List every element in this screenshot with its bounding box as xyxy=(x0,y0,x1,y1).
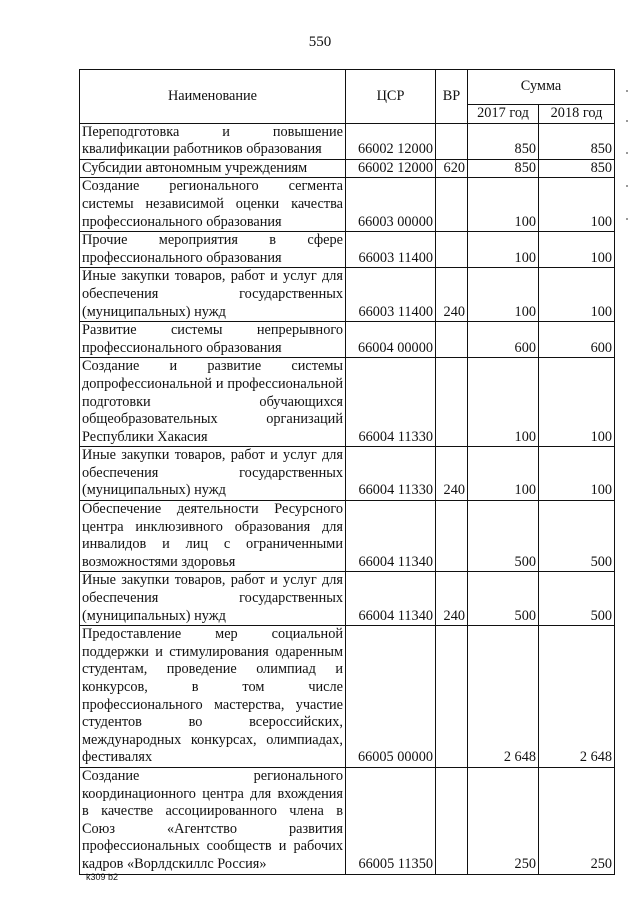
row-sum-2018: 500 xyxy=(539,501,615,572)
row-name: Создание и развитие системы допрофессиональной и профессиональной подготовки обучающихся общеобразовательных организаций Республики Хакасия xyxy=(80,358,346,447)
row-sum-2018: 500 xyxy=(539,572,615,626)
row-sum-2017: 2 648 xyxy=(468,626,539,768)
row-csr: 66005 11350 xyxy=(346,767,436,874)
row-name: Переподготовка и повышение квалификации работников образования xyxy=(80,123,346,159)
row-name: Обеспечение деятельности Ресурсного центра инклюзивного образования для инвалидов и лиц с ограниченными возможностями здоровья xyxy=(80,501,346,572)
row-csr: 66002 12000 xyxy=(346,159,436,178)
table-row xyxy=(80,159,615,178)
table-row xyxy=(80,626,615,768)
row-vr xyxy=(436,626,468,768)
row-sum-2018: 100 xyxy=(539,178,615,232)
row-vr xyxy=(436,322,468,358)
header-name: Наименование xyxy=(80,70,346,124)
row-sum-2018: 2 648 xyxy=(539,626,615,768)
row-name: Субсидии автономным учреждениям xyxy=(80,159,346,178)
row-sum-2018: 600 xyxy=(539,322,615,358)
row-vr: 620 xyxy=(436,159,468,178)
row-csr: 66004 11330 xyxy=(346,447,436,501)
row-csr: 66004 00000 xyxy=(346,322,436,358)
row-sum-2018: 100 xyxy=(539,232,615,268)
row-csr: 66003 11400 xyxy=(346,232,436,268)
table-row xyxy=(80,767,615,874)
table-row xyxy=(80,501,615,572)
row-sum-2017: 500 xyxy=(468,572,539,626)
row-sum-2017: 850 xyxy=(468,159,539,178)
row-csr: 66003 11400 xyxy=(346,268,436,322)
row-vr xyxy=(436,767,468,874)
row-vr xyxy=(436,123,468,159)
row-sum-2017: 100 xyxy=(468,232,539,268)
table-row xyxy=(80,322,615,358)
row-sum-2018: 850 xyxy=(539,159,615,178)
table-row xyxy=(80,572,615,626)
header-year-2018: 2018 год xyxy=(539,105,615,124)
row-name: Иные закупки товаров, работ и услуг для обеспечения государственных (муниципальных) нужд xyxy=(80,447,346,501)
row-vr xyxy=(436,501,468,572)
row-sum-2017: 100 xyxy=(468,447,539,501)
table-row xyxy=(80,447,615,501)
row-vr xyxy=(436,178,468,232)
row-sum-2017: 250 xyxy=(468,767,539,874)
row-sum-2017: 500 xyxy=(468,501,539,572)
page-number: 550 xyxy=(308,34,332,50)
row-csr: 66002 12000 xyxy=(346,123,436,159)
row-name: Развитие системы непрерывного профессионального образования xyxy=(80,322,346,358)
row-sum-2018: 100 xyxy=(539,447,615,501)
row-name: Предоставление мер социальной поддержки и стимулирования одаренным студентам, проведение олимпиад и конкурсов, в том числе профессионального мастерства, участие студентов во всероссийских, международных конкурсах, олимпиадах, фестивалях xyxy=(80,626,346,768)
table-row xyxy=(80,232,615,268)
header-vr: ВР xyxy=(436,70,468,124)
row-csr: 66003 00000 xyxy=(346,178,436,232)
row-sum-2018: 250 xyxy=(539,767,615,874)
row-name: Иные закупки товаров, работ и услуг для обеспечения государственных (муниципальных) нужд xyxy=(80,268,346,322)
header-sum: Сумма xyxy=(468,70,615,105)
row-csr: 66005 00000 xyxy=(346,626,436,768)
row-sum-2017: 100 xyxy=(468,178,539,232)
table-row xyxy=(80,178,615,232)
table-body xyxy=(80,123,615,874)
row-csr: 66004 11340 xyxy=(346,501,436,572)
header-year-2017: 2017 год xyxy=(468,105,539,124)
row-vr: 240 xyxy=(436,268,468,322)
table-row xyxy=(80,123,615,159)
row-vr xyxy=(436,358,468,447)
row-csr: 66004 11330 xyxy=(346,358,436,447)
row-sum-2017: 100 xyxy=(468,268,539,322)
row-name: Иные закупки товаров, работ и услуг для обеспечения государственных (муниципальных) нужд xyxy=(80,572,346,626)
table-row xyxy=(80,268,615,322)
budget-table xyxy=(79,69,615,875)
row-sum-2018: 850 xyxy=(539,123,615,159)
row-name: Создание регионального координационного центра для вхождения в качестве ассоциированного члена в Союз «Агентство развития профессиональных сообществ и рабочих кадров «Ворлдскиллс Россия» xyxy=(80,767,346,874)
row-vr: 240 xyxy=(436,572,468,626)
table-row xyxy=(80,358,615,447)
row-vr xyxy=(436,232,468,268)
row-sum-2017: 100 xyxy=(468,358,539,447)
row-name: Прочие мероприятия в сфере профессионального образования xyxy=(80,232,346,268)
row-vr: 240 xyxy=(436,447,468,501)
row-csr: 66004 11340 xyxy=(346,572,436,626)
header-csr: ЦСР xyxy=(346,70,436,124)
row-sum-2017: 600 xyxy=(468,322,539,358)
row-name: Создание регионального сегмента системы независимой оценки качества профессионального образования xyxy=(80,178,346,232)
footer-code: k309 b2 xyxy=(86,872,119,882)
margin-scan-marks xyxy=(626,90,630,240)
row-sum-2018: 100 xyxy=(539,358,615,447)
row-sum-2017: 850 xyxy=(468,123,539,159)
row-sum-2018: 100 xyxy=(539,268,615,322)
header-row xyxy=(80,70,615,105)
